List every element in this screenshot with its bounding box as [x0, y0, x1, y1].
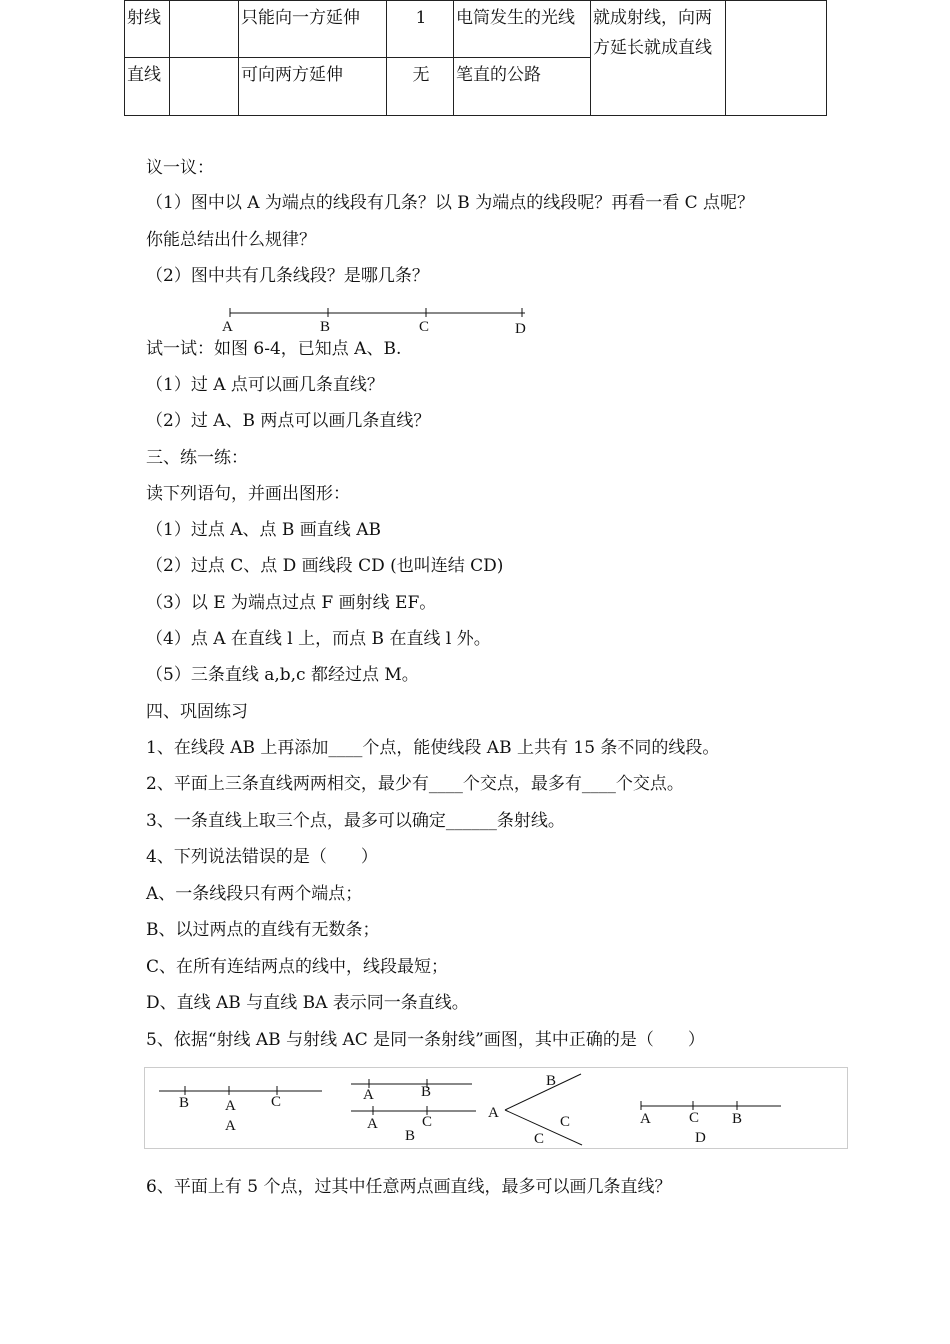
- point-label-b: B: [320, 319, 331, 335]
- option-figure-1: [159, 1086, 322, 1134]
- option-c: C、在所有连结两点的线中，线段最短；: [146, 957, 449, 977]
- question-3: 3、一条直线上取三个点，最多可以确定______条射线。: [146, 811, 565, 831]
- text-line: 议一议：: [146, 158, 214, 178]
- text-line: （3）以 E 为端点过点 F 画射线 EF。: [146, 593, 437, 613]
- question-1: 1、在线段 AB 上再添加____个点，能使线段 AB 上共有 15 条不同的线段。: [146, 738, 720, 758]
- table-cell: 电筒发生的光线: [454, 1, 591, 58]
- comparison-table: [124, 0, 827, 116]
- label: C: [422, 1114, 433, 1130]
- table-cell: [170, 1, 239, 58]
- label: C: [534, 1131, 545, 1147]
- option-d: D、直线 AB 与直线 BA 表示同一条直线。: [146, 993, 469, 1013]
- text-line: 试一试：如图 6-4，已知点 A、B.: [146, 339, 402, 359]
- option-figure-2: [351, 1079, 476, 1144]
- text-line: （5）三条直线 a,b,c 都经过点 M。: [146, 665, 419, 685]
- text-line: （2）过点 C、点 D 画线段 CD (也叫连结 CD): [146, 556, 504, 576]
- label: A: [640, 1111, 651, 1127]
- label: A: [367, 1116, 378, 1132]
- text-line: （1）图中以 A 为端点的线段有几条？以 B 为端点的线段呢？再看一看 C 点呢？: [146, 193, 755, 213]
- label: B: [405, 1128, 416, 1144]
- point-label-d: D: [515, 321, 526, 335]
- table-cell: [170, 58, 239, 116]
- option-figure-3: [488, 1073, 582, 1147]
- label: B: [421, 1084, 432, 1100]
- text-line: （1）过点 A、点 B 画直线 AB: [146, 520, 381, 540]
- options-figure-box: [144, 1067, 848, 1149]
- text-line: （2）图中共有几条线段？是哪几条？: [146, 266, 429, 286]
- section-heading: 四、巩固练习: [146, 702, 248, 722]
- table-cell: [726, 1, 827, 116]
- label: B: [546, 1073, 557, 1089]
- question-5: 5、依据“射线 AB 与射线 AC 是同一条射线”画图，其中正确的是（ ）: [146, 1030, 705, 1050]
- table-cell: 可向两方延伸: [239, 58, 387, 116]
- label: A: [488, 1105, 499, 1121]
- table-cell: 射线: [125, 1, 170, 58]
- label: C: [271, 1094, 282, 1110]
- label: A: [225, 1098, 236, 1114]
- label: A: [363, 1087, 374, 1103]
- question-2: 2、平面上三条直线两两相交，最少有____个交点，最多有____个交点。: [146, 774, 684, 794]
- option-figure-4: [640, 1101, 781, 1146]
- question-4: 4、下列说法错误的是（ ）: [146, 847, 378, 867]
- text-line: 读下列语句，并画出图形：: [146, 484, 350, 504]
- option-a: A、一条线段只有两个端点；: [146, 884, 363, 904]
- segment-figure-abcd: [215, 303, 535, 335]
- point-label-c: C: [419, 319, 430, 335]
- table-row: [125, 1, 827, 58]
- label: B: [732, 1111, 743, 1127]
- table-cell: 只能向一方延伸: [239, 1, 387, 58]
- label: C: [689, 1110, 700, 1126]
- label: C: [560, 1114, 571, 1130]
- point-label-a: A: [222, 319, 233, 335]
- label: B: [179, 1095, 190, 1111]
- text-line: （4）点 A 在直线 l 上，而点 B 在直线 l 外。: [146, 629, 491, 649]
- text-line: 你能总结出什么规律？: [146, 230, 316, 250]
- table-cell: 笔直的公路: [454, 58, 591, 116]
- option-b: B、以过两点的直线有无数条；: [146, 920, 380, 940]
- table-cell-merged: 就成射线，向两方延长就成直线: [591, 1, 726, 116]
- question-6: 6、平面上有 5 个点，过其中任意两点画直线，最多可以画几条直线？: [146, 1177, 672, 1197]
- table-cell: 1: [387, 1, 454, 58]
- label: D: [695, 1130, 706, 1146]
- label: A: [225, 1118, 236, 1134]
- text-line: （1）过 A 点可以画几条直线？: [146, 375, 384, 395]
- table-cell: 直线: [125, 58, 170, 116]
- table-cell: 无: [387, 58, 454, 116]
- text-line: （2）过 A、B 两点可以画几条直线？: [146, 411, 431, 431]
- section-heading: 三、练一练：: [146, 448, 248, 468]
